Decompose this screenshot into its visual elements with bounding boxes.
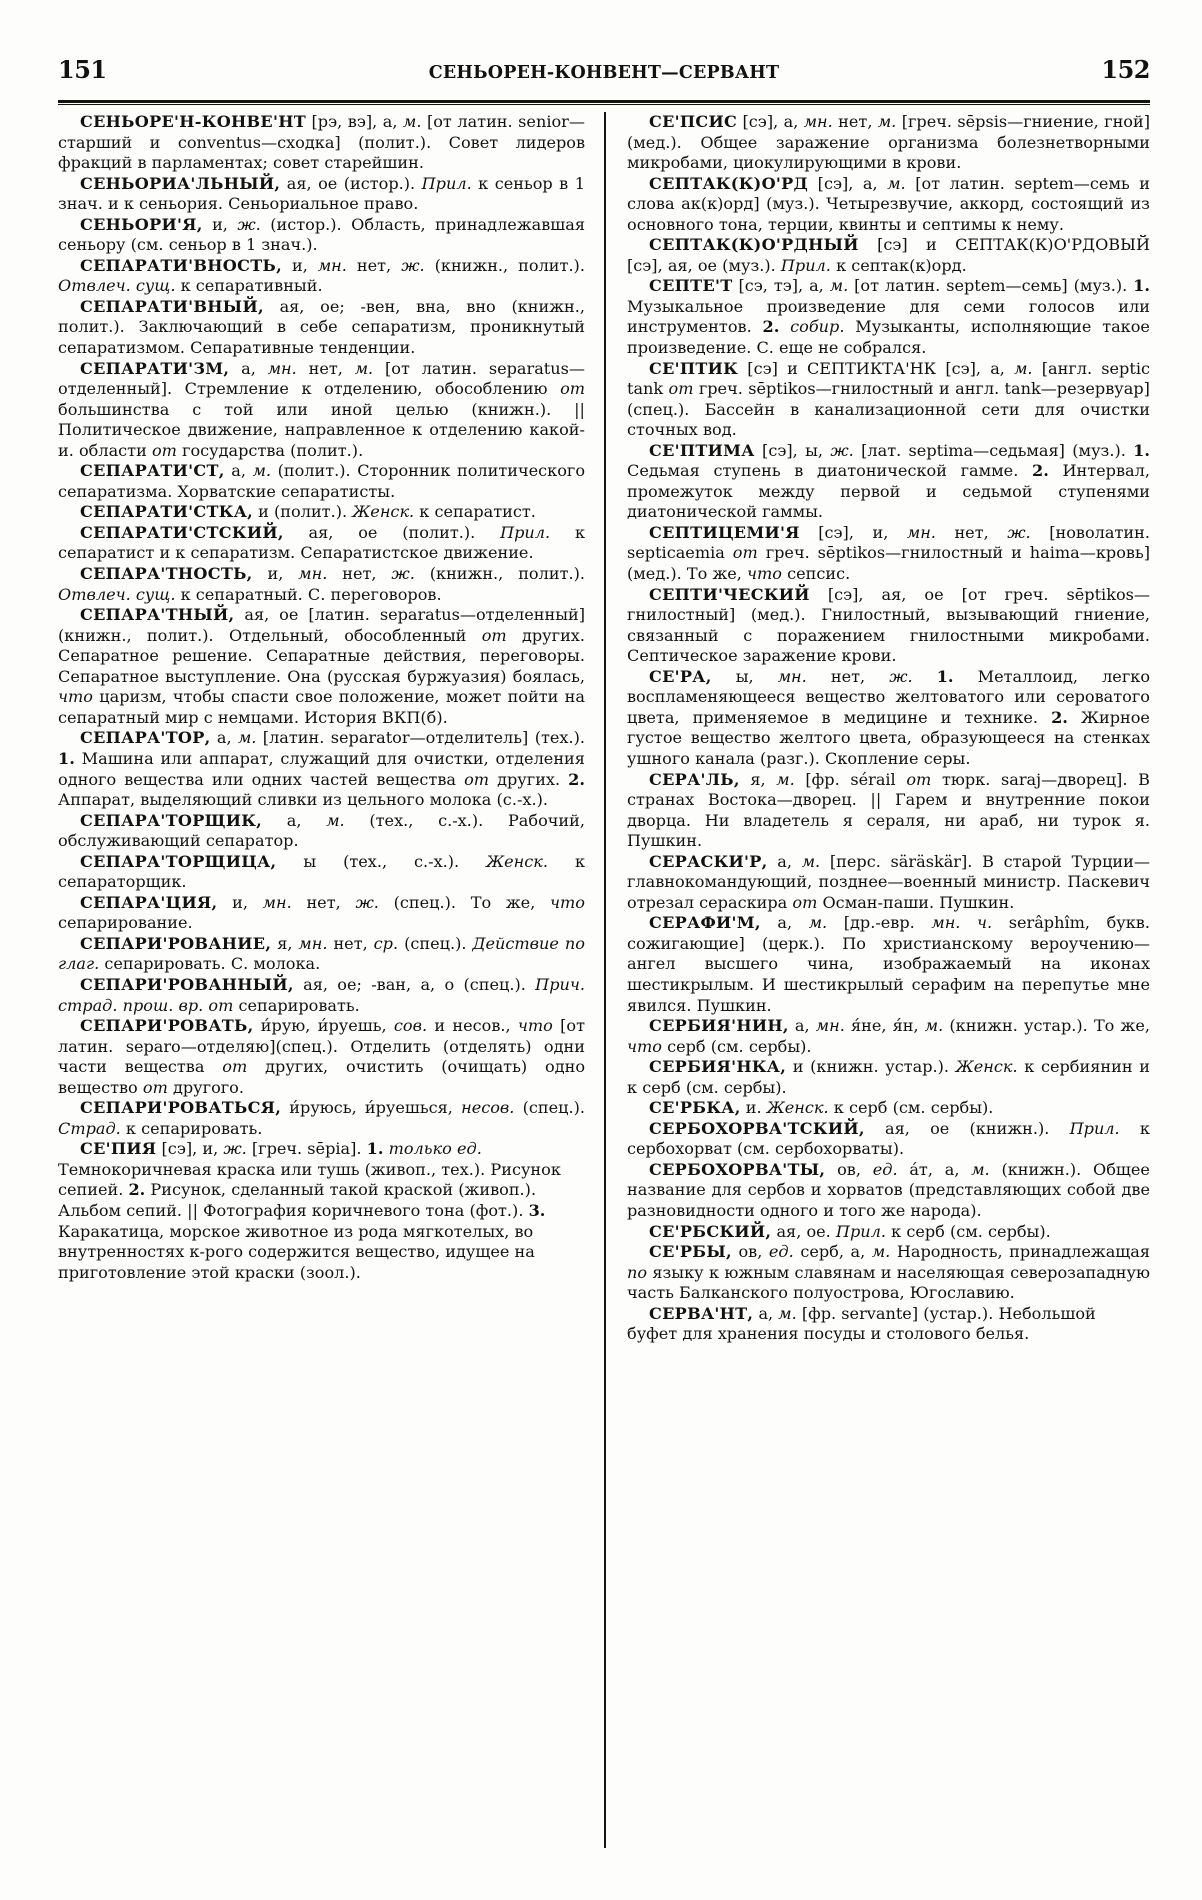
- entry-headword: СЕ'ПТИМА: [649, 440, 755, 460]
- entry-definition: а, м. [латин. separator—отделитель] (тех.). 1. Машина или аппарат, служащий для очистки, отделения одного вещества или одних частей вещества от других. 2. Аппарат, выделяющий сливки из цельного молока (с.-х.).: [58, 728, 585, 810]
- entry-headword: СЕПАРА'ЦИЯ,: [80, 892, 218, 912]
- entry-definition: ая, ое (книжн.). Прил. к сербохорват (см. сербохорваты).: [627, 1118, 1150, 1159]
- dictionary-entry: [58, 934, 585, 975]
- entry-headword: СЕПАРА'ТНОСТЬ,: [80, 564, 253, 584]
- dictionary-entry: [627, 523, 1150, 585]
- entry-definition: ая, ое. Прил. к серб (см. сербы).: [776, 1221, 1051, 1241]
- dictionary-entry: [58, 502, 585, 523]
- entry-definition: [сэ] и СЕПТИКТА'НК [сэ], а, м. [англ. septic tank от греч. sēptikos—гнилостный и англ. tank—резервуар] (спец.). Бассейн в канализационной сети для очистки сточных вод.: [627, 358, 1151, 440]
- column-container: [58, 112, 1150, 1848]
- entry-definition: а, мн. нет, м. [от латин. separatus—отделенный]. Стремление к отделению, обособлению от большинства с той или иной целью (книжн.). || Политическое движение, направленное к отделению какой-и. области от государства (полит.).: [58, 358, 586, 460]
- entry-headword: СЕРБОХОРВА'ТЫ,: [649, 1159, 826, 1179]
- dictionary-entry: [627, 235, 1150, 276]
- entry-definition: и, мн. нет, ж. (книжн., полит.). Отвлеч. сущ. к сепаративный.: [58, 255, 585, 296]
- entry-definition: а, м. (тех., с.-х.). Рабочий, обслуживающий сепаратор.: [58, 810, 585, 851]
- entry-definition: а, м. [др.-евр. мн. ч. serâphîm, букв. сожигающие] (церк.). По христианскому вероучению—ангел высшего чина, изображаемый на иконах шестикрылым. И шестикрылый серафим на перепутье мне явился. Пушкин.: [627, 913, 1151, 1015]
- entry-definition: и (полит.). Женск. к сепаратист.: [258, 502, 536, 522]
- dictionary-entry: [58, 461, 585, 502]
- entry-headword: СЕРАФИ'М,: [649, 913, 761, 933]
- dictionary-entry: [58, 174, 585, 215]
- dictionary-entry: [58, 256, 585, 297]
- entry-headword: СЕПАРАТИ'ЗМ,: [80, 358, 230, 378]
- entry-definition: я, м. [фр. sérail от тюрк. saraj—дворец]. В странах Востока—дворец. || Гарем и внутренние покои дворца. Ни владетель я сераля, ни араб, ни турок я. Пушкин.: [627, 769, 1151, 851]
- entry-definition: [сэ] и СЕПТАК(К)О'РДОВЫЙ [сэ], ая, ое (муз.). Прил. к септак(к)орд.: [627, 235, 1151, 275]
- dictionary-entry: [627, 1242, 1150, 1304]
- entry-definition: [сэ], ы, ж. [лат. septima—седьмая] (муз.). 1. Седьмая ступень в диатонической гамме. 2. Интервал, промежуток между первой и седьмой ступенями диатонической гаммы.: [627, 440, 1150, 522]
- entry-headword: СЕПАРАТИ'ВНОСТЬ,: [80, 255, 282, 275]
- dictionary-entry: [627, 667, 1150, 770]
- entry-headword: СЕПАРАТИ'СТКА,: [80, 502, 254, 522]
- entry-definition: я, мн. нет, ср. (спец.). Действие по глаг. сепарировать. С. молока.: [58, 933, 585, 974]
- dictionary-entry: [58, 1016, 585, 1098]
- entry-definition: а, м. (полит.). Сторонник политического сепаратизма. Хорватские сепаратисты.: [58, 461, 586, 501]
- dictionary-entry: [627, 852, 1150, 914]
- entry-headword: СЕНЬОРИА'ЛЬНЫЙ,: [80, 173, 281, 193]
- dictionary-entry: [627, 1222, 1150, 1243]
- entry-definition: [сэ], и, ж. [греч. sēpia]. 1. только ед. Темнокоричневая краска или тушь (живоп., тех.). Рисунок сепией. 2. Рисунок, сделанный такой краской (живоп.). Альбом сепий. || Фотография коричневого тона (фот.). 3. Каракатица, морское животное из рода мягкотелых, во внутренностях к-рого содержится вещество, идущее на приготовление этой краски (зоол.).: [58, 1139, 561, 1282]
- entry-definition: и́рую, и́руешь, сов. и несов., что [от латин. separo—отделяю](спец.). Отделить (отделять) одни части вещества от других, очистить (очищать) одно вещество от другого.: [58, 1016, 586, 1097]
- dictionary-entry: [58, 297, 585, 359]
- entry-headword: СЕПАРА'ТОР,: [80, 728, 211, 748]
- entry-definition: а, м. [перс. säräskär]. В старой Турции—главнокомандующий, позднее—военный министр. Паскевич отрезал сераскира от Осман-паши. Пушкин.: [627, 851, 1150, 912]
- entry-definition: [сэ], а, мн. нет, м. [греч. sēpsis—гниение, гной] (мед.). Общее заражение организма болезнетворными микробами, циокулирующими в крови.: [627, 112, 1150, 173]
- dictionary-entry: [627, 1160, 1150, 1222]
- entry-headword: СЕ'ПИЯ: [80, 1139, 157, 1159]
- entry-headword: СЕПАРАТИ'СТ,: [80, 461, 225, 481]
- dictionary-entry: [58, 893, 585, 934]
- running-head: СЕНЬОРЕН-КОНВЕНТ—СЕРВАНТ: [428, 63, 780, 83]
- entry-definition: [сэ], а, м. [от латин. septem—семь и слова ак(к)орд] (муз.). Четырезвучие, аккорд, состоящий из основного тона, терции, квинты и септимы к нему.: [627, 173, 1150, 234]
- dictionary-entry: [58, 1098, 585, 1139]
- dictionary-entry: [627, 913, 1150, 1016]
- entry-headword: СЕ'РА,: [649, 666, 712, 686]
- entry-headword: СЕПТАК(К)О'РД: [649, 173, 809, 193]
- entry-definition: ы, мн. нет, ж. 1. Металлоид, легко воспламеняющееся вещество желтоватого или сероватого цвета, применяемое в медицине и технике. 2. Жирное густое вещество желтого цвета, образующееся на стенках ушного канала (разг.). Скопление серы.: [627, 666, 1151, 768]
- entry-headword: СЕНЬОРЕ'Н-КОНВЕ'НТ: [80, 112, 307, 131]
- dictionary-entry: [58, 811, 585, 852]
- entry-definition: и (книжн. устар.). Женск. к сербиянин и к серб (см. сербы).: [627, 1057, 1150, 1097]
- entry-headword: СЕ'ПТИК: [649, 358, 739, 378]
- dictionary-entry: [58, 728, 585, 810]
- entry-headword: СЕПАРА'ТОРЩИЦА,: [80, 851, 277, 871]
- entry-definition: ов, ед. а́т, а, м. (книжн.). Общее название для сербов и хорватов (представляющих собой две разновидности одного и того же народа).: [627, 1159, 1151, 1220]
- dictionary-entry: [627, 174, 1150, 236]
- dictionary-entry: [627, 1119, 1150, 1160]
- entry-headword: СЕПТИ'ЧЕСКИЙ: [649, 584, 810, 604]
- entry-definition: [сэ], ая, ое [от греч. sēptikos—гнилостный] (мед.). Гнилостный, вызывающий гниение, связанный с поражением гнилостными микробами. Септическое заражение крови.: [627, 584, 1151, 666]
- dictionary-entry: [627, 1304, 1150, 1345]
- dictionary-entry: [58, 112, 585, 174]
- entry-headword: СЕРАСКИ'Р,: [649, 851, 768, 871]
- entry-definition: [сэ], и, мн. нет, ж. [новолатин. septicaemia от греч. sēptikos—гнилостный и haima—кровь] (мед.). То же, что сепсис.: [627, 522, 1151, 584]
- entry-headword: СЕРБОХОРВА'ТСКИЙ,: [649, 1118, 865, 1138]
- dictionary-entry: [58, 564, 585, 605]
- entry-definition: ов, ед. серб, а, м. Народность, принадлежащая по языку к южным славянам и населяющая северозападную часть Балканского полуострова, Югославию.: [627, 1242, 1151, 1303]
- entry-headword: СЕПТЕ'Т: [649, 276, 733, 296]
- folio-left: 151: [58, 55, 107, 84]
- entry-headword: СЕПАРИ'РОВАННЫЙ,: [80, 974, 294, 994]
- dictionary-entry: [627, 1016, 1150, 1057]
- folio-right: 152: [1101, 55, 1150, 84]
- entry-headword: СЕРА'ЛЬ,: [649, 769, 740, 789]
- entry-definition: ая, ое (истор.). Прил. к сеньор в 1 знач. и к сеньория. Сеньориальное право.: [58, 173, 585, 214]
- entry-headword: СЕ'РБСКИЙ,: [649, 1221, 772, 1241]
- page-header: [58, 55, 1150, 92]
- entry-headword: СЕНЬОРИ'Я,: [80, 214, 203, 234]
- entry-headword: СЕПАРИ'РОВАТЬ,: [80, 1016, 254, 1036]
- dictionary-entry: [627, 1057, 1150, 1098]
- dictionary-entry: [627, 770, 1150, 852]
- entry-definition: [сэ, тэ], а, м. [от латин. septem—семь] (муз.). 1. Музыкальное произведение для семи голосов или инструментов. 2. собир. Музыканты, исполняющие такое произведение. С. еще не собрался.: [627, 276, 1150, 358]
- entry-headword: СЕПАРИ'РОВАТЬСЯ,: [80, 1098, 282, 1118]
- left-column: [58, 112, 604, 1848]
- entry-headword: СЕПАРА'ТНЫЙ,: [80, 605, 235, 625]
- entry-headword: СЕРБИЯ'НИН,: [649, 1016, 789, 1036]
- dictionary-entry: [58, 523, 585, 564]
- entry-definition: и́руюсь, и́руешься, несов. (спец.). Страд. к сепарировать.: [58, 1098, 586, 1138]
- entry-definition: ая, ое (полит.). Прил. к сепаратист и к сепаратизм. Сепаратистское движение.: [58, 522, 586, 563]
- dictionary-entry: [58, 1139, 585, 1283]
- dictionary-entry: [58, 215, 585, 256]
- entry-definition: и. Женск. к серб (см. сербы).: [745, 1098, 994, 1118]
- entry-headword: СЕ'ПСИС: [649, 112, 738, 131]
- entry-definition: а, мн. я́не, я́н, м. (книжн. устар.). То же, что серб (см. сербы).: [627, 1016, 1150, 1056]
- header-rule: [58, 100, 1150, 105]
- dictionary-entry: [627, 1098, 1150, 1119]
- entry-headword: СЕПТИЦЕМИ'Я: [649, 522, 800, 542]
- entry-headword: СЕПАРИ'РОВАНИЕ,: [80, 933, 272, 953]
- dictionary-entry: [627, 359, 1150, 441]
- dictionary-entry: [58, 975, 585, 1016]
- entry-definition: и, ж. (истор.). Область, принадлежавшая сеньору (см. сеньор в 1 знач.).: [58, 214, 585, 255]
- entry-definition: а, м. [фр. servante] (устар.). Небольшой буфет для хранения посуды и столового белья.: [627, 1303, 1096, 1344]
- dictionary-entry: [627, 276, 1150, 358]
- dictionary-entry: [627, 441, 1150, 523]
- entry-definition: ы (тех., с.-х.). Женск. к сепараторщик.: [58, 851, 586, 892]
- dictionary-entry: [58, 359, 585, 462]
- entry-definition: ая, ое; -вен, вна, вно (книжн., полит.). Заключающий в себе сепаратизм, проникнутый сепаратизмом. Сепаративные тенденции.: [58, 296, 586, 358]
- dictionary-entry: [627, 112, 1150, 174]
- right-column: [604, 112, 1150, 1848]
- entry-headword: СЕРБИЯ'НКА,: [649, 1057, 787, 1077]
- dictionary-entry: [58, 852, 585, 893]
- entry-definition: ая, ое [латин. separatus—отделенный] (книжн., полит.). Отдельный, обособленный от других. Сепаратное решение. Сепаратные действия, переговоры. Сепаратное выступление. Она (русская буржуазия) боялась, что царизм, чтобы спасти свое положение, может пойти на сепаратный мир с немцами. История ВКП(б).: [58, 605, 586, 727]
- entry-definition: [рэ, вэ], а, м. [от латин. senior—старший и conventus—сходка] (полит.). Совет лидеров фракций в парламентах; совет старейшин.: [58, 112, 586, 173]
- entry-headword: СЕ'РБКА,: [649, 1098, 741, 1118]
- entry-headword: СЕПАРАТИ'СТСКИЙ,: [80, 522, 284, 542]
- entry-definition: ая, ое; -ван, а, о (спец.). Прич. страд. прош. вр. от сепарировать.: [58, 974, 586, 1015]
- dictionary-entry: [627, 585, 1150, 667]
- entry-headword: СЕРВА'НТ,: [649, 1303, 754, 1323]
- entry-definition: и, мн. нет, ж. (спец.). То же, что сепарирование.: [58, 892, 585, 933]
- entry-headword: СЕПАРА'ТОРЩИК,: [80, 810, 263, 830]
- entry-definition: и, мн. нет, ж. (книжн., полит.). Отвлеч. сущ. к сепаратный. С. переговоров.: [58, 564, 585, 604]
- entry-headword: СЕ'РБЫ,: [649, 1242, 732, 1262]
- entry-headword: СЕПТАК(К)О'РДНЫЙ: [649, 235, 859, 255]
- entry-headword: СЕПАРАТИ'ВНЫЙ,: [80, 296, 264, 316]
- dictionary-entry: [58, 605, 585, 728]
